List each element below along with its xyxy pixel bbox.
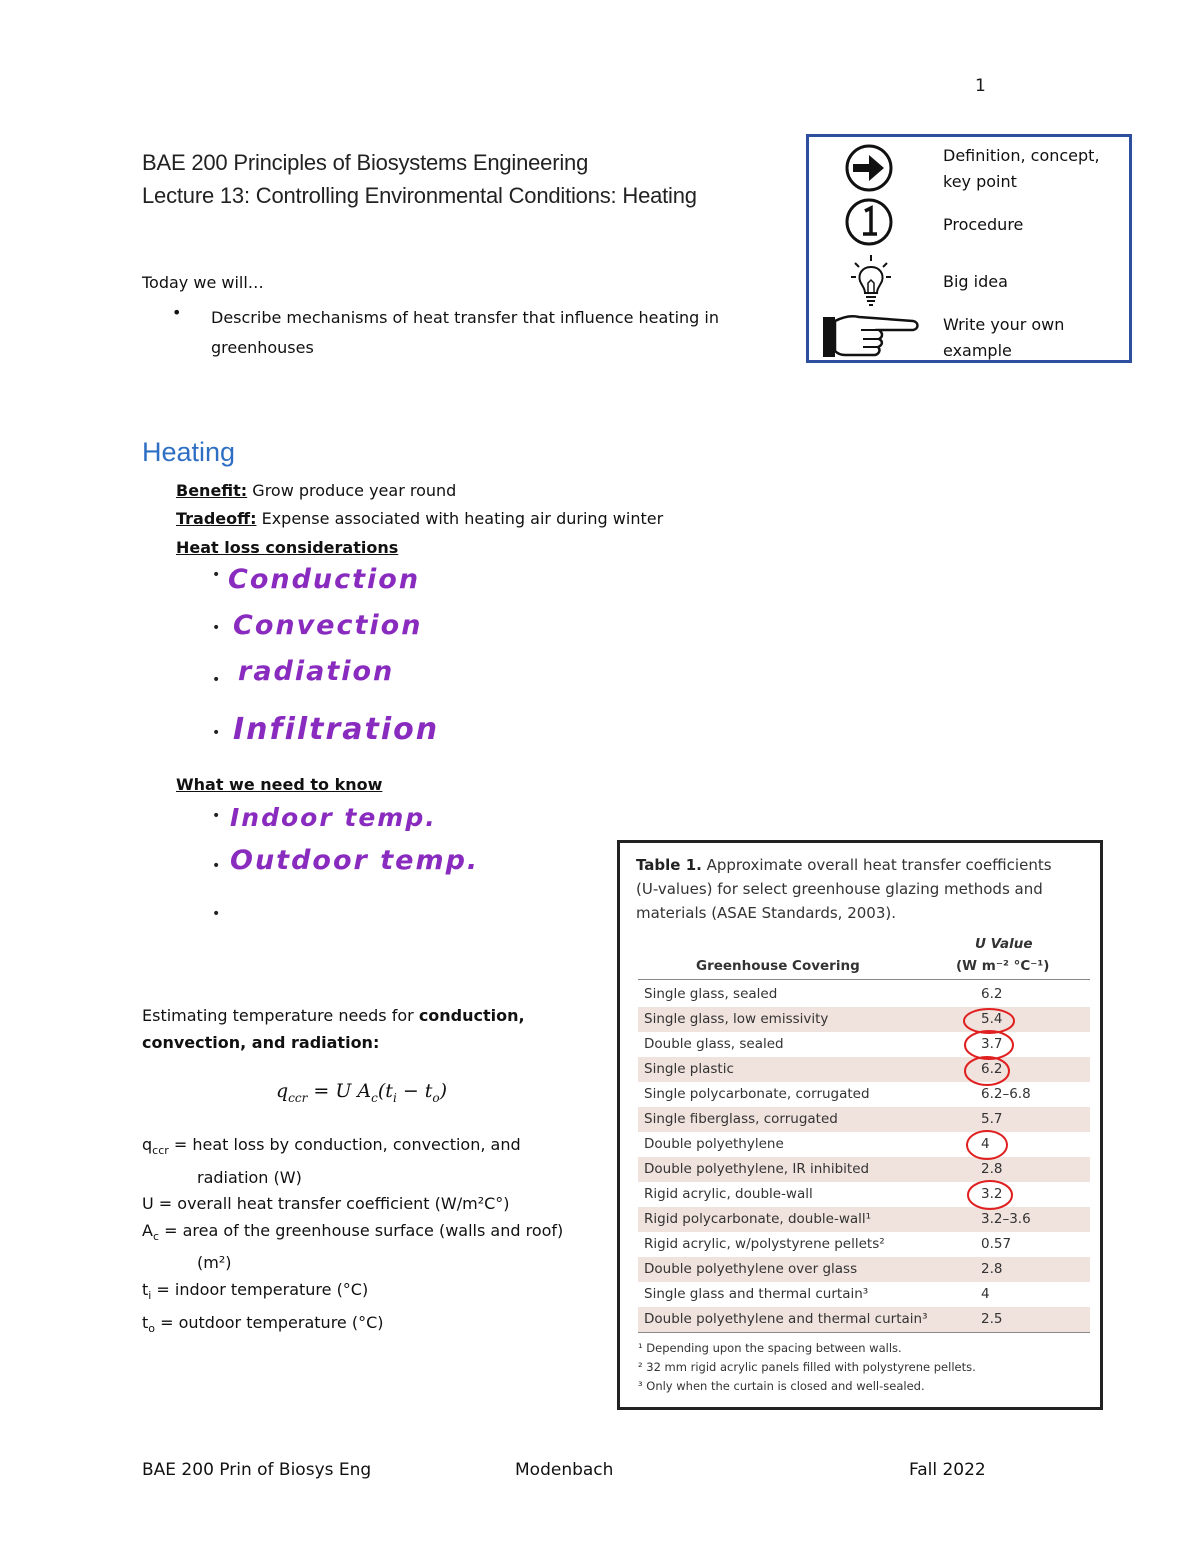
cell-covering: Single plastic [644,1061,734,1077]
document-title [142,146,697,212]
table-caption-text: Approximate overall heat transfer coefficients (U-values) for select greenhouse glazing methods and materials (ASAE Standards, 2003). [636,856,1052,922]
cell-u-value: 2.8 [981,1261,1003,1277]
handwritten-conduction: Conduction [228,564,421,595]
circle-annotation-6-2 [965,1057,1009,1085]
def-ac: $A_c$ = area of the greenhouse surface (walls and roof) [142,1220,564,1243]
def-u: U = overall heat transfer coefficient (W/m²C°) [142,1194,510,1214]
need-to-know-label: What we need to know [176,775,383,794]
cell-covering: Double polyethylene and thermal curtain³ [644,1311,928,1327]
column-header-u-value: U Value [975,936,1033,952]
bullet-dot: • [212,620,221,636]
handwritten-indoor-temp: Indoor temp. [230,803,437,832]
cell-u-value: 2.8 [981,1161,1003,1177]
estimating-intro-text: Estimating temperature needs for [142,1006,419,1025]
def-q: $q_{ccr}$ = heat loss by conduction, convection, and [142,1135,521,1158]
tradeoff-line [176,509,663,528]
today-intro: Today we will… [142,273,264,292]
estimating-intro-bold: conduction, convection, and radiation: [142,1006,525,1052]
def-q-cont: radiation (W) [197,1167,302,1187]
u-value-table [617,840,1103,1410]
variable-definitions [142,1132,563,1342]
cell-covering: Single glass, sealed [644,986,778,1002]
cell-u-value: 6.2 [981,1061,1003,1077]
formula-to-sub: o [432,1090,440,1105]
cell-u-value: 0.57 [981,1236,1012,1252]
def-ac-cont: (m²) [197,1253,232,1273]
cell-u-value: 2.5 [981,1311,1003,1327]
cell-u-value: 3.7 [981,1036,1003,1052]
lecture-title: Lecture 13: Controlling Environmental Conditions: Heating [142,183,697,208]
formula-ua: = U A [307,1080,372,1102]
def-ti: $t_i$ = indoor temperature (°C) [142,1279,369,1303]
table-caption-label: Table 1. [636,856,702,874]
cell-u-value: 6.2–6.8 [981,1086,1031,1102]
course-title: BAE 200 Principles of Biosystems Engineering [142,150,589,175]
cell-covering: Single polycarbonate, corrugated [644,1086,870,1102]
heat-loss-label: Heat loss considerations [176,538,399,557]
pointing-hand-icon [821,309,921,361]
legend-label-procedure: Procedure [943,215,1024,234]
circle-annotation-3-7 [965,1031,1013,1059]
circle-annotation-5-4 [964,1009,1014,1033]
bullet-dot: • [172,303,182,322]
benefit-line [176,481,456,500]
table-footnote-2: ² 32 mm rigid acrylic panels filled with polystyrene pellets. [638,1360,976,1374]
footer-term: Fall 2022 [909,1460,986,1480]
table-footnote-1: ¹ Depending upon the spacing between walls. [638,1341,902,1355]
cell-covering: Single fiberglass, corrugated [644,1111,838,1127]
handwritten-convection: Convection [233,610,423,641]
circle-annotation-3-2 [968,1181,1012,1209]
cell-covering: Double polyethylene over glass [644,1261,858,1277]
cell-u-value: 6.2 [981,986,1003,1002]
cell-covering: Rigid acrylic, w/polystyrene pellets² [644,1236,885,1252]
arrow-right-circle-icon [841,143,897,193]
formula-ti: (t [377,1080,393,1102]
formula-to: − t [396,1080,433,1102]
bullet-dot: • [212,906,221,922]
tradeoff-text: Expense associated with heating air during winter [256,509,664,528]
heat-loss-formula [276,1080,447,1105]
formula-q: q [276,1080,289,1102]
footer-course: BAE 200 Prin of Biosys Eng [142,1460,372,1480]
cell-u-value: 4 [981,1286,990,1302]
handwritten-outdoor-temp: Outdoor temp. [230,845,480,876]
column-header-units: (W m⁻² °C⁻¹) [956,958,1050,974]
column-header-covering: Greenhouse Covering [696,958,860,974]
lightbulb-icon [849,253,893,307]
circle-annotation-4 [967,1131,1007,1159]
bullet-dot: • [212,567,221,583]
cell-covering: Rigid polycarbonate, double-wall¹ [644,1211,872,1227]
handwritten-circle-annotations [620,843,1106,1413]
cell-covering: Rigid acrylic, double-wall [644,1186,813,1202]
cell-covering: Single glass, low emissivity [644,1011,829,1027]
legend-label-example: Write your own example [943,315,1065,360]
formula-a-sub: c [371,1090,378,1105]
cell-covering: Double polyethylene [644,1136,784,1152]
number-one-circle-icon [841,197,897,247]
icon-legend [806,134,1132,363]
def-to: $t_o$ = outdoor temperature (°C) [142,1312,384,1335]
handwritten-infiltration: Infiltration [233,712,440,747]
cell-u-value: 3.2–3.6 [981,1211,1031,1227]
legend-label-definition: Definition, concept, key point [943,146,1100,191]
formula-close: ) [439,1080,448,1102]
cell-covering: Double polyethylene, IR inhibited [644,1161,870,1177]
formula-q-sub: ccr [288,1090,308,1105]
footer-author: Modenbach [515,1460,614,1480]
benefit-label: Benefit: [176,481,248,500]
intro-bullet-1: Describe mechanisms of heat transfer that influence heating in greenhouses [211,308,720,357]
page-number: 1 [975,76,986,96]
table-footnote-3: ³ Only when the curtain is closed and well-sealed. [638,1379,925,1393]
bullet-dot: • [212,808,221,824]
bullet-dot: • [212,725,221,741]
legend-label-big-idea: Big idea [943,272,1008,291]
cell-u-value: 5.7 [981,1111,1003,1127]
cell-u-value: 4 [981,1136,990,1152]
tradeoff-label: Tradeoff: [176,509,257,528]
benefit-text: Grow produce year round [247,481,457,500]
cell-covering: Single glass and thermal curtain³ [644,1286,869,1302]
estimating-intro [142,1002,582,1056]
section-heading-heating: Heating [142,437,236,467]
cell-covering: Double glass, sealed [644,1036,784,1052]
cell-u-value: 5.4 [981,1011,1003,1027]
formula-ti-sub: i [392,1090,397,1105]
cell-u-value: 3.2 [981,1186,1003,1202]
handwritten-radiation: radiation [238,656,395,687]
bullet-dot: • [212,672,221,688]
bullet-dot: • [212,858,221,874]
